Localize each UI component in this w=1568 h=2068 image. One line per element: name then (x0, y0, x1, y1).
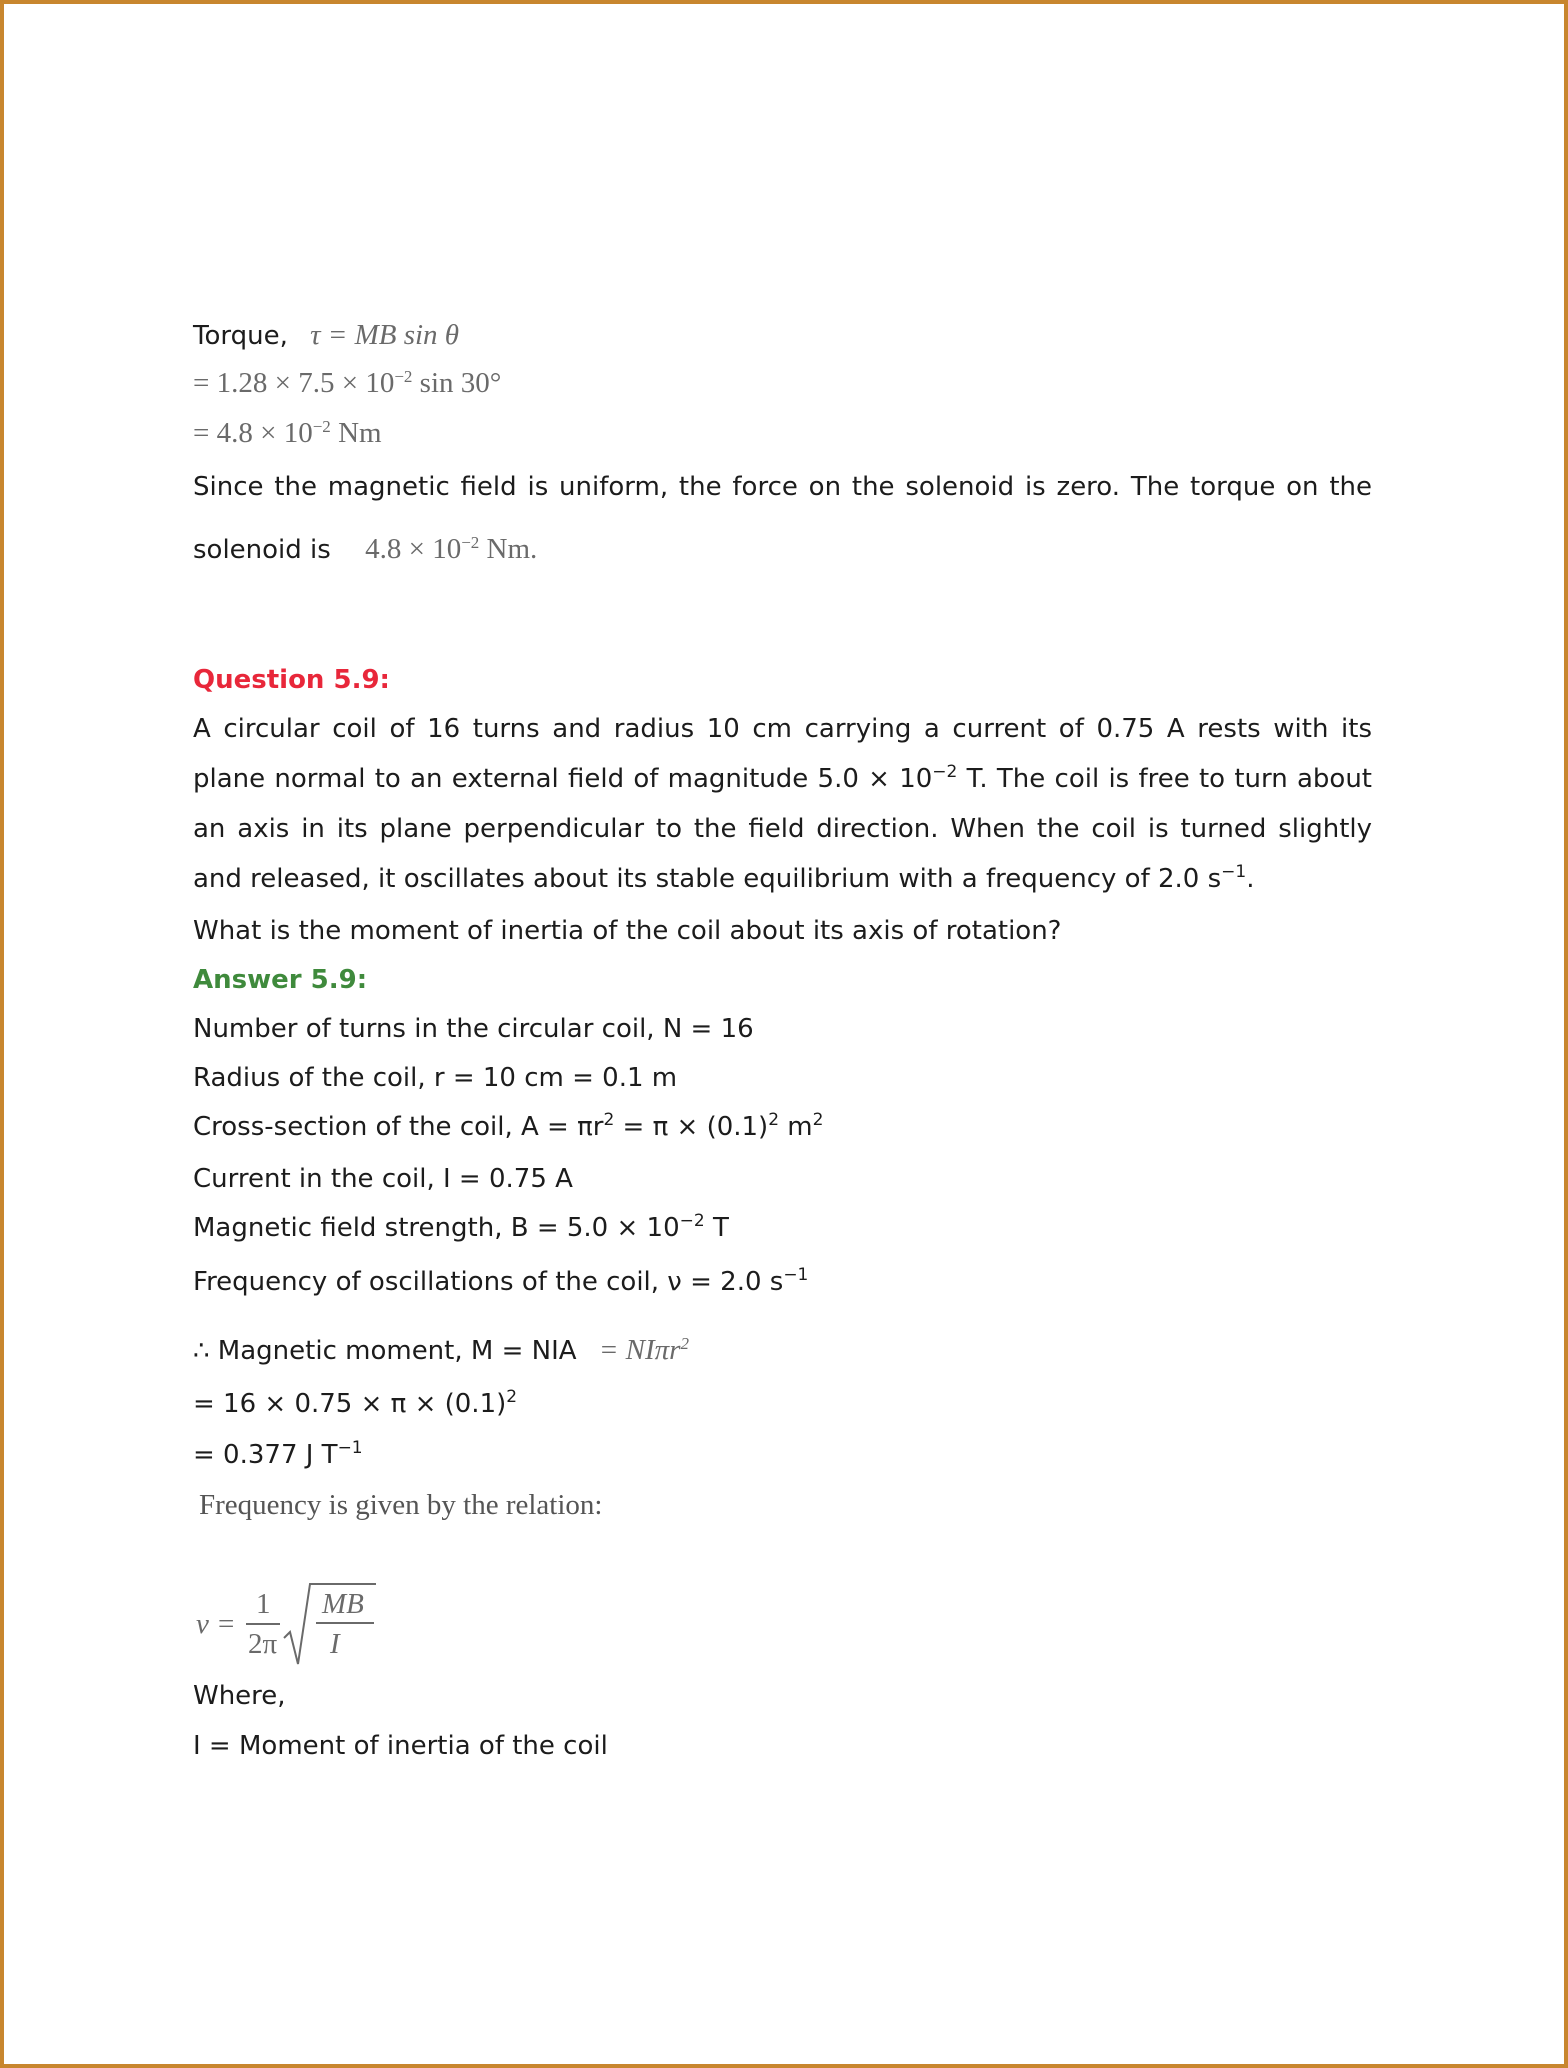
answer-radius: Radius of the coil, r = 10 cm = 0.1 m (193, 1063, 678, 1093)
question-heading: Question 5.9: (193, 665, 390, 695)
answer-heading: Answer 5.9: (193, 965, 368, 995)
frequency-relation: Frequency is given by the relation: (199, 1489, 603, 1521)
radical-den: I (330, 1628, 340, 1660)
frequency-formula (196, 1580, 376, 1670)
radical-num: MB (322, 1588, 364, 1620)
question-line-3: an axis in its plane perpendicular to the field direction. When the coil is turned slightly (193, 814, 1372, 844)
torque-label: Torque, (193, 321, 288, 351)
answer-frequency: Frequency of oscillations of the coil, ν = 2.0 $s^{-1}$ (193, 1265, 809, 1297)
answer-cross-section: Cross-section of the coil, $A = \pi r^2 = \pi \times (0.1)^2$ $m^2$ (193, 1110, 824, 1142)
torque-value: $4.8 \times 10^{-2}$ Nm. (365, 533, 538, 565)
moment-formula: = NIπr$^2$ (598, 1334, 689, 1366)
answer-where: Where, (193, 1681, 286, 1711)
answer-calc-1: = $16 \times 0.75 \times \pi \times (0.1)^2$ (193, 1387, 518, 1419)
question-line-1: A circular coil of 16 turns and radius 10 cm carrying a current of 0.75 A rests with its (193, 714, 1372, 744)
formula-lhs: ν = (196, 1608, 236, 1640)
answer-turns: Number of turns in the circular coil, N = 16 (193, 1014, 754, 1044)
torque-calc-line: = $1.28 \times 7.5 \times 10^{-2}$ sin 30° (193, 367, 502, 399)
torque-line (193, 318, 459, 353)
question-line-2: plane normal to an external field of magnitude $5.0 \times 10^{-2}$ T. The coil is free to turn about (193, 762, 1372, 794)
torque-result-line: = $4.8 \times 10^{-2}$ Nm (193, 417, 382, 449)
since-line-2: solenoid is $4.8 \times 10^{-2}$ Nm. (193, 533, 538, 565)
answer-magnetic-moment: ∴ Magnetic moment, M = NIA = NIπr$^2$ (193, 1334, 689, 1366)
answer-field: Magnetic field strength, $B = 5.0 \times 10^{-2}$ T (193, 1211, 729, 1243)
torque-equation: τ = MB sin θ (310, 319, 460, 351)
formula-num: 1 (256, 1588, 271, 1620)
answer-inertia-definition: I = Moment of inertia of the coil (193, 1731, 608, 1761)
formula-den: 2π (248, 1628, 278, 1660)
since-line-1: Since the magnetic field is uniform, the force on the solenoid is zero. The torque on the (193, 472, 1372, 502)
question-line-5: What is the moment of inertia of the coil about its axis of rotation? (193, 916, 1062, 946)
fraction-bar (246, 1623, 280, 1625)
answer-calc-2: = 0.377 J $T^{-1}$ (193, 1438, 363, 1470)
question-line-4: and released, it oscillates about its stable equilibrium with a frequency of 2.0 $s^{-1}$. (193, 862, 1255, 894)
answer-current: Current in the coil, I = 0.75 A (193, 1164, 573, 1194)
